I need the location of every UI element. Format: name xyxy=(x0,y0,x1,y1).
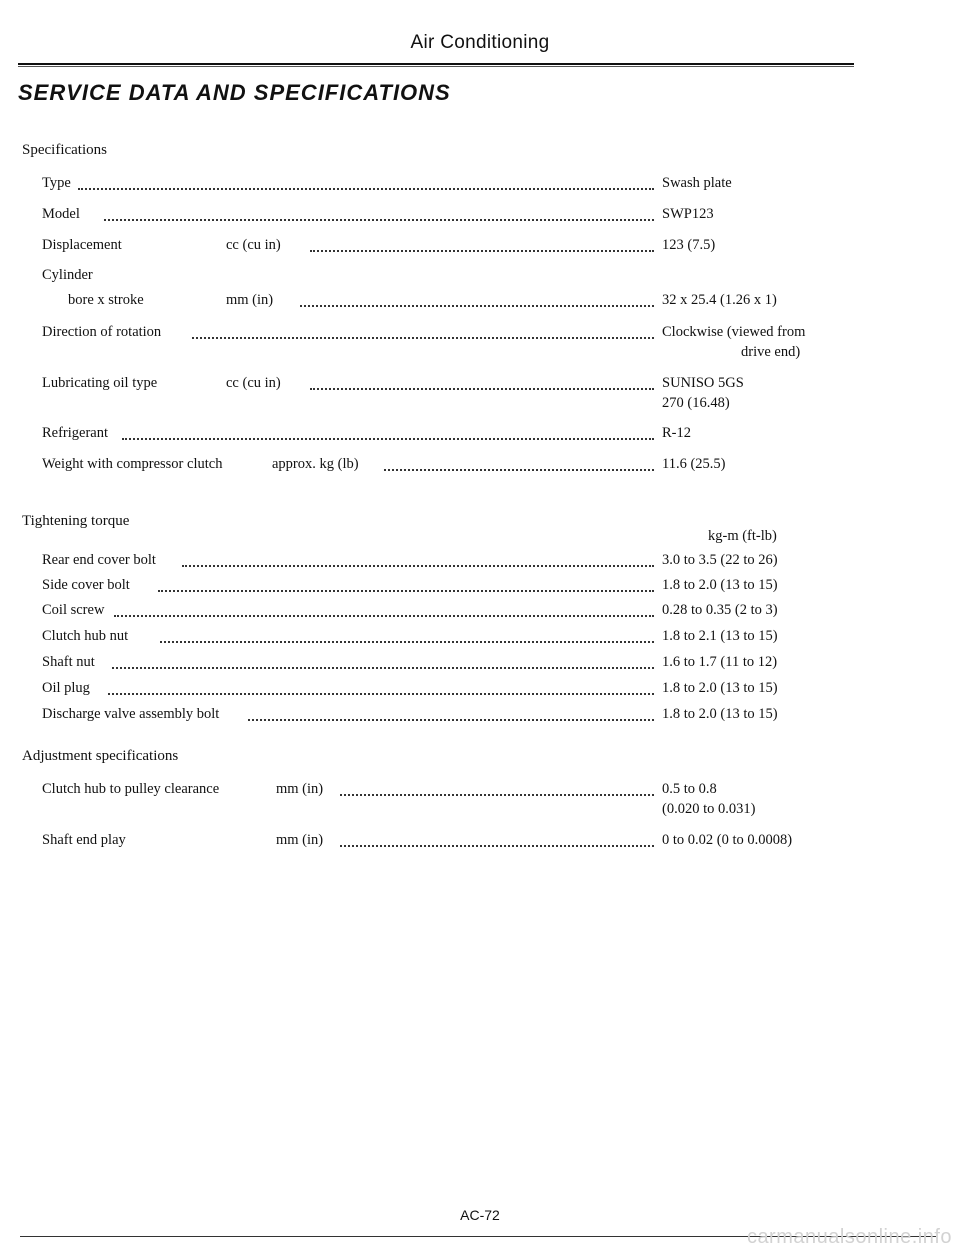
page-number: AC-72 xyxy=(460,1207,500,1223)
header-rule xyxy=(18,63,854,65)
header-rule-secondary xyxy=(18,66,854,67)
adjust-unit: mm (in) xyxy=(276,832,324,848)
spec-row-weight xyxy=(0,456,960,478)
spec-value: SWP123 xyxy=(662,206,714,222)
spec-label: Lubricating oil type xyxy=(42,375,158,391)
spec-value: 11.6 (25.5) xyxy=(662,456,726,472)
spec-label: Cylinder xyxy=(42,267,93,283)
torque-value: 3.0 to 3.5 (22 to 26) xyxy=(662,552,778,568)
dot-leader xyxy=(340,845,654,847)
adjust-value: 0.5 to 0.8 xyxy=(662,781,717,797)
spec-row-model xyxy=(0,206,960,228)
adjust-label: Shaft end play xyxy=(42,832,126,848)
torque-value: 1.6 to 1.7 (11 to 12) xyxy=(662,654,778,670)
spec-row-refrigerant xyxy=(0,425,960,447)
torque-label: Discharge valve assembly bolt xyxy=(42,706,220,722)
spec-value-continued: 270 (16.48) xyxy=(662,395,730,411)
adjustment-heading: Adjustment specifications xyxy=(22,748,179,764)
adjust-row-shaft-end-play xyxy=(0,832,960,854)
spec-label: Weight with compressor clutch xyxy=(42,456,223,472)
torque-row-shaft-nut xyxy=(0,654,960,676)
torque-value: 1.8 to 2.0 (13 to 15) xyxy=(662,680,778,696)
spec-value: 123 (7.5) xyxy=(662,237,716,253)
dot-leader xyxy=(158,590,654,592)
adjust-label: Clutch hub to pulley clearance xyxy=(42,781,220,797)
dot-leader xyxy=(384,469,654,471)
torque-value: 1.8 to 2.1 (13 to 15) xyxy=(662,628,778,644)
dot-leader xyxy=(108,693,654,695)
torque-row-oil-plug xyxy=(0,680,960,702)
torque-row-side-cover-bolt xyxy=(0,577,960,599)
dot-leader xyxy=(78,188,654,190)
spec-value: Swash plate xyxy=(662,175,732,191)
spec-row-type xyxy=(0,175,960,197)
torque-label: Rear end cover bolt xyxy=(42,552,156,568)
spec-row-bore-stroke xyxy=(0,292,960,314)
dot-leader xyxy=(182,565,654,567)
spec-row-lubricating-oil xyxy=(0,375,960,411)
torque-label: Side cover bolt xyxy=(42,577,130,593)
spec-unit: mm (in) xyxy=(226,292,274,308)
dot-leader xyxy=(340,794,654,796)
torque-row-rear-end-cover-bolt xyxy=(0,552,960,574)
torque-label: Oil plug xyxy=(42,680,90,696)
torque-value: 0.28 to 0.35 (2 to 3) xyxy=(662,602,778,618)
page-title: SERVICE DATA AND SPECIFICATIONS xyxy=(18,80,451,105)
dot-leader xyxy=(310,250,654,252)
spec-value: 32 x 25.4 (1.26 x 1) xyxy=(662,292,777,308)
spec-value: Clockwise (viewed from xyxy=(662,324,806,340)
dot-leader xyxy=(122,438,654,440)
dot-leader xyxy=(310,388,654,390)
spec-label: Type xyxy=(42,175,71,191)
torque-label: Shaft nut xyxy=(42,654,95,670)
dot-leader xyxy=(192,337,654,339)
spec-row-displacement xyxy=(0,237,960,259)
spec-unit: approx. kg (lb) xyxy=(272,456,359,472)
torque-unit-header: kg-m (ft-lb) xyxy=(708,528,777,544)
spec-label: bore x stroke xyxy=(68,292,144,308)
adjust-row-clutch-clearance xyxy=(0,781,960,817)
torque-label: Coil screw xyxy=(42,602,105,618)
watermark: carmanualsonline.info xyxy=(746,1226,952,1248)
torque-row-clutch-hub-nut xyxy=(0,628,960,650)
adjust-value-continued: (0.020 to 0.031) xyxy=(662,801,756,817)
spec-row-cylinder xyxy=(0,267,960,289)
dot-leader xyxy=(104,219,654,221)
dot-leader xyxy=(114,615,654,617)
specifications-heading: Specifications xyxy=(22,142,107,158)
torque-value: 1.8 to 2.0 (13 to 15) xyxy=(662,577,778,593)
dot-leader xyxy=(300,305,654,307)
torque-heading: Tightening torque xyxy=(22,513,130,529)
spec-label: Refrigerant xyxy=(42,425,109,441)
spec-unit: cc (cu in) xyxy=(226,375,281,391)
spec-label: Direction of rotation xyxy=(42,324,162,340)
dot-leader xyxy=(160,641,654,643)
dot-leader xyxy=(248,719,654,721)
spec-label: Model xyxy=(42,206,80,222)
spec-value-continued: drive end) xyxy=(741,344,801,360)
spec-unit: cc (cu in) xyxy=(226,237,281,253)
spec-label: Displacement xyxy=(42,237,122,253)
spec-row-rotation xyxy=(0,324,960,360)
dot-leader xyxy=(112,667,654,669)
adjust-unit: mm (in) xyxy=(276,781,324,797)
adjust-value: 0 to 0.02 (0 to 0.0008) xyxy=(662,832,793,848)
torque-label: Clutch hub nut xyxy=(42,628,129,644)
running-header: Air Conditioning xyxy=(410,32,550,53)
torque-value: 1.8 to 2.0 (13 to 15) xyxy=(662,706,778,722)
spec-value: R-12 xyxy=(662,425,691,441)
torque-row-coil-screw xyxy=(0,602,960,624)
torque-row-discharge-valve-bolt xyxy=(0,706,960,728)
spec-value: SUNISO 5GS xyxy=(662,375,744,391)
